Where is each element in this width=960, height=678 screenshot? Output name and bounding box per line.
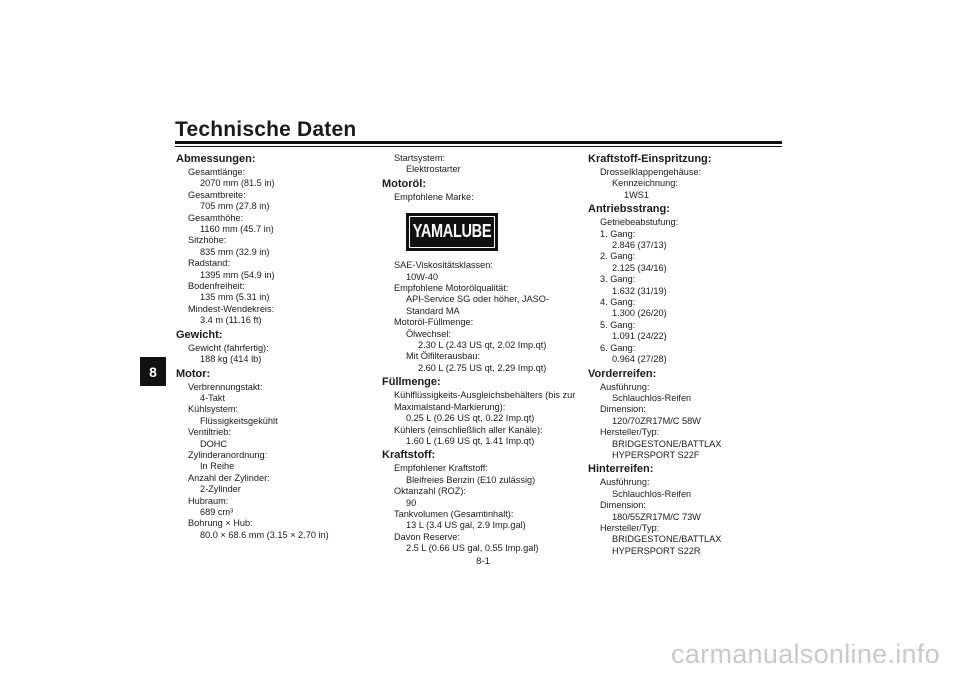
spec-label: Anzahl der Zylinder: — [188, 472, 270, 483]
yamalube-logo-container — [382, 203, 578, 260]
chapter-tab: 8 — [140, 357, 166, 386]
spec-label: Ausführung: — [600, 381, 650, 392]
spec-value: Schlauchlos-Reifen — [612, 488, 692, 499]
yamalube-logo-text: YAMALUBE — [412, 221, 492, 242]
spec-value: 2.30 L (2.43 US qt, 2.02 Imp.qt) — [418, 340, 547, 351]
spec-label: Getriebeabstufung: — [600, 217, 679, 228]
spec-value: 1.60 L (1.69 US qt, 1.41 Imp.qt) — [406, 435, 535, 446]
gear-value: 0.964 (27/28) — [612, 354, 667, 365]
gear-value: 1.091 (24/22) — [612, 331, 667, 342]
spec-value: Schlauchlos-Reifen — [612, 392, 692, 403]
spec-value: 0.25 L (0.26 US qt, 0.22 Imp.qt) — [406, 413, 535, 424]
spec-value: Elektrostarter — [406, 164, 461, 175]
spec-value: 10W-40 — [406, 271, 439, 282]
gear-label: 5. Gang: — [600, 319, 636, 330]
spec-value: In Reihe — [200, 461, 235, 472]
yamalube-logo — [406, 213, 498, 251]
spec-label: Davon Reserve: — [394, 531, 460, 542]
spec-value: Flüssigkeitsgekühlt — [200, 415, 278, 426]
spec-label: Empfohlene Motorölqualität: — [394, 283, 509, 294]
spec-label: Kühlsystem: — [188, 404, 239, 415]
gear-value: 2.125 (34/16) — [612, 262, 667, 273]
spec-value: BRIDGESTONE/BATTLAX HYPERSPORT S22R — [612, 534, 722, 556]
spec-label: Dimension: — [600, 404, 646, 415]
column-middle — [382, 153, 578, 555]
spec-label: Ölwechsel: — [406, 328, 451, 339]
gear-label: 6. Gang: — [600, 342, 636, 353]
spec-value: 2.60 L (2.75 US qt, 2.29 Imp.qt) — [418, 362, 547, 373]
spec-value: 689 cm³ — [200, 506, 234, 517]
spec-label: Ventiltrieb: — [188, 427, 231, 438]
section-heading-engine: Motor: — [176, 367, 211, 380]
spec-label: Bohrung × Hub: — [188, 518, 253, 529]
spec-label: Radstand: — [188, 258, 230, 269]
section-heading-weight: Gewicht: — [176, 328, 223, 341]
spec-value: API-Service SG oder höher, JASO-Standard MA — [406, 294, 549, 316]
spec-label: Kühlers (einschließlich aller Kanäle): — [394, 424, 543, 435]
gear-label: 1. Gang: — [600, 228, 636, 239]
section-heading-front-tire: Vorderreifen: — [588, 367, 657, 380]
section-heading-capacity: Füllmenge: — [382, 376, 441, 389]
spec-value: 2070 mm (81.5 in) — [200, 178, 275, 189]
gear-label: 4. Gang: — [600, 297, 636, 308]
spec-label: Sitzhöhe: — [188, 235, 227, 246]
spec-label: Mindest-Wendekreis: — [188, 303, 275, 314]
spec-label: Drosselklappengehäuse: — [600, 167, 702, 177]
spec-label: Ausführung: — [600, 477, 650, 488]
gear-value: 2.846 (37/13) — [612, 240, 667, 251]
spec-label: Hersteller/Typ: — [600, 522, 660, 533]
spec-label: Empfohlener Kraftstoff: — [394, 463, 488, 474]
spec-value: 4-Takt — [200, 392, 226, 403]
spec-value: BRIDGESTONE/BATTLAX HYPERSPORT S22F — [612, 438, 722, 460]
spec-value: 2.5 L (0.66 US gal, 0.55 Imp.gal) — [406, 543, 539, 554]
spec-label: Mit Ölfilterausbau: — [406, 351, 481, 362]
spec-value: 1160 mm (45.7 in) — [200, 224, 274, 235]
spec-label: Kennzeichnung: — [612, 178, 678, 189]
spec-label: Startsystem: — [394, 153, 446, 163]
gear-label: 3. Gang: — [600, 274, 636, 285]
section-heading-fuel: Kraftstoff: — [382, 449, 436, 462]
spec-value: 1395 mm (54.9 in) — [200, 269, 275, 280]
gear-value: 1.632 (31/19) — [612, 285, 667, 296]
title-rule-thin — [175, 146, 782, 147]
spec-label: Hersteller/Typ: — [600, 427, 660, 438]
spec-value: 2-Zylinder — [200, 484, 241, 495]
spec-label: Motoröl-Füllmenge: — [394, 317, 474, 328]
spec-label: Gewicht (fahrfertig): — [188, 342, 269, 353]
spec-label: Kühlflüssigkeits-Ausgleichsbehälters (bis zur Maximalstand-Markierung): — [394, 390, 576, 412]
spec-label: Gesamtlänge: — [188, 167, 246, 177]
page-title: Technische Daten — [175, 118, 357, 141]
spec-label: Zylinderanordnung: — [188, 449, 268, 460]
watermark: carmanualsonline.info — [671, 639, 940, 669]
spec-label: Oktanzahl (ROZ): — [394, 486, 466, 497]
spec-label: Hubraum: — [188, 495, 229, 506]
spec-label: SAE-Viskositätsklassen: — [394, 260, 493, 271]
spec-label: Gesamthöhe: — [188, 212, 244, 223]
section-heading-dimensions: Abmessungen: — [176, 153, 256, 165]
spec-label: Gesamtbreite: — [188, 189, 246, 200]
spec-value: DOHC — [200, 438, 228, 449]
spec-label: Dimension: — [600, 500, 646, 511]
section-heading-drivetrain: Antriebsstrang: — [588, 203, 670, 216]
gear-label: 2. Gang: — [600, 251, 636, 262]
spec-value: 835 mm (32.9 in) — [200, 246, 270, 257]
spec-label: Verbrennungstakt: — [188, 381, 263, 392]
spec-value: 705 mm (27.8 in) — [200, 201, 270, 212]
spec-value: 180/55ZR17M/C 73W — [612, 511, 701, 522]
spec-label: Bodenfreiheit: — [188, 281, 245, 292]
column-left — [176, 153, 372, 541]
page-number: 8-1 — [476, 556, 490, 567]
spec-value: 90 — [406, 497, 417, 508]
section-heading-rear-tire: Hinterreifen: — [588, 463, 654, 476]
spec-value: 13 L (3.4 US gal, 2.9 Imp.gal) — [406, 520, 526, 531]
spec-value: 120/70ZR17M/C 58W — [612, 415, 701, 426]
section-heading-fuel-injection: Kraftstoff-Einspritzung: — [588, 153, 712, 165]
spec-label: Empfohlene Marke: — [394, 191, 474, 202]
spec-value: 188 kg (414 lb) — [200, 354, 262, 365]
spec-value: 80.0 × 68.6 mm (3.15 × 2.70 in) — [200, 529, 329, 540]
spec-label: Tankvolumen (Gesamtinhalt): — [394, 508, 514, 519]
spec-value: Bleifreies Benzin (E10 zulässig) — [406, 474, 536, 485]
column-right — [588, 153, 784, 557]
spec-value: 135 mm (5.31 in) — [200, 292, 270, 303]
section-heading-engine-oil: Motoröl: — [382, 177, 426, 190]
gear-value: 1.300 (26/20) — [612, 308, 667, 319]
spec-value: 1WS1 — [624, 189, 650, 200]
title-rule — [175, 141, 782, 144]
spec-value: 3.4 m (11.16 ft) — [200, 315, 262, 326]
